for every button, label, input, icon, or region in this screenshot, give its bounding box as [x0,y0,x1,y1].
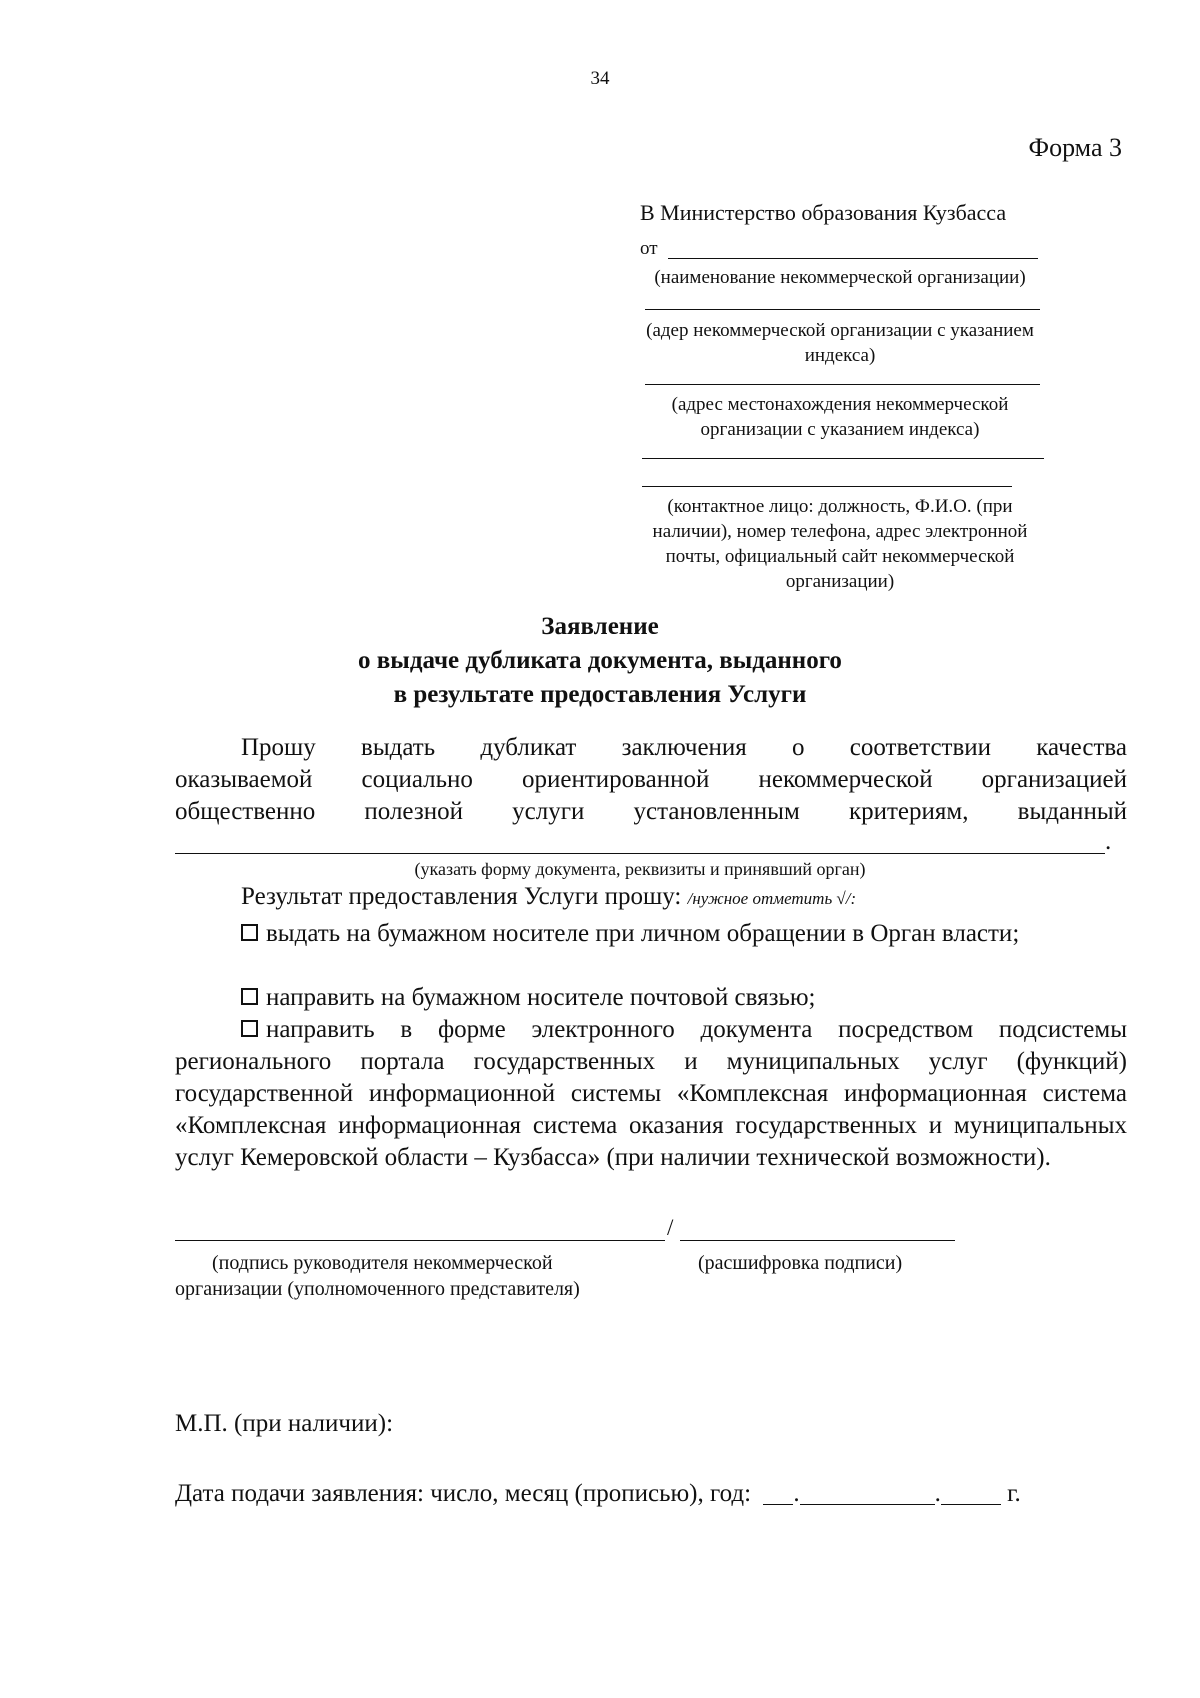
date-dot-1: . [793,1480,800,1507]
request-line1: Прошу выдать дубликат заключения о соответствии качества [241,734,1127,761]
option-paper-mail-text: направить на бумажном носителе почтовой связью; [266,984,816,1011]
request-end: . [1105,828,1112,855]
org-address-line[interactable] [645,309,1040,310]
request-line2: оказываемой социально ориентированной некоммерческой организацией [175,766,1127,793]
contact-caption [640,494,1040,594]
signature-caption [175,1250,665,1302]
org-name-line[interactable] [668,258,1038,259]
option-paper-mail [175,982,1127,1014]
document-details-caption: (указать форму документа, реквизиты и принявший орган) [414,859,866,879]
checkbox-paper-in-person[interactable] [241,924,258,941]
option-electronic [175,1014,1127,1174]
date-year-field[interactable] [941,1482,1001,1505]
option-paper-in-person-text: выдать на бумажном носителе при личном обращении в Орган власти; [266,920,1020,947]
org-location-caption [640,392,1040,442]
org-location-caption-line1: (адрес местонахождения некоммерческой [671,394,1009,415]
checkbox-electronic[interactable] [241,1020,258,1037]
org-name-caption: (наименование некоммерческой организации) [654,267,1026,288]
result-label: Результат предоставления Услуги прошу: [241,883,682,910]
title-line1: Заявление [541,613,659,640]
signature-separator: / [667,1215,674,1240]
decode-caption: (расшифровка подписи) [698,1252,903,1274]
contact-caption-line3: почты, официальный сайт некоммерческой [665,546,1015,567]
request-line3: общественно полезной услуги установленным критериям, выданный [175,798,1127,825]
result-note: /нужное отметить √/: [687,889,857,908]
date-day-field[interactable] [763,1482,793,1505]
document-title [0,610,1200,712]
signature-caption-line1: (подпись руководителя некоммерческой [212,1252,553,1274]
form-label: Форма 3 [1028,133,1122,162]
from-prefix: от [640,238,658,259]
contact-caption-line1: (контактное лицо: должность, Ф.И.О. (при [667,496,1013,517]
submission-date-row [175,1478,1021,1508]
result-label-row [241,883,856,911]
document-details-line[interactable] [175,853,1105,854]
signature-decode-line[interactable] [680,1240,955,1241]
org-location-caption-line2: организации с указанием индекса) [700,419,980,440]
signature-line[interactable] [175,1240,665,1241]
org-address-caption-line2: индекса) [804,345,876,366]
page-number: 34 [590,68,610,89]
org-address-caption [640,318,1040,368]
recipient: В Министерство образования Кузбасса [640,200,1007,225]
option-electronic-text: направить в форме электронного документа посредством подсистемы регионального портала государственных и муниципальных услуг (функций) государственной информационной системы «Комплексная информационная система «Комплексная информационная система оказания государственных и муниципальных услуг Кемеровской области – Кузбасса» (при наличии технической возможности). [175,1016,1127,1171]
signature-caption-line2: организации (уполномоченного представителя) [175,1278,580,1300]
date-dot-2: . [934,1480,941,1507]
org-location-line[interactable] [645,384,1040,385]
date-month-field[interactable] [800,1482,935,1505]
date-label: Дата подачи заявления: число, месяц (прописью), год: [175,1480,752,1507]
checkbox-paper-mail[interactable] [241,988,258,1005]
contact-line-2[interactable] [642,486,1012,487]
title-line2: о выдаче дубликата документа, выданного [358,647,842,674]
contact-caption-line4: организации) [785,571,895,592]
contact-caption-line2: наличии), номер телефона, адрес электронной [652,521,1028,542]
contact-line-1[interactable] [642,458,1044,459]
date-suffix: г. [1007,1480,1021,1507]
option-paper-in-person [175,918,1127,950]
org-address-caption-line1: (адер некоммерческой организации с указанием [646,320,1034,341]
title-line3: в результате предоставления Услуги [393,681,807,708]
stamp-label: М.П. (при наличии): [175,1410,394,1437]
